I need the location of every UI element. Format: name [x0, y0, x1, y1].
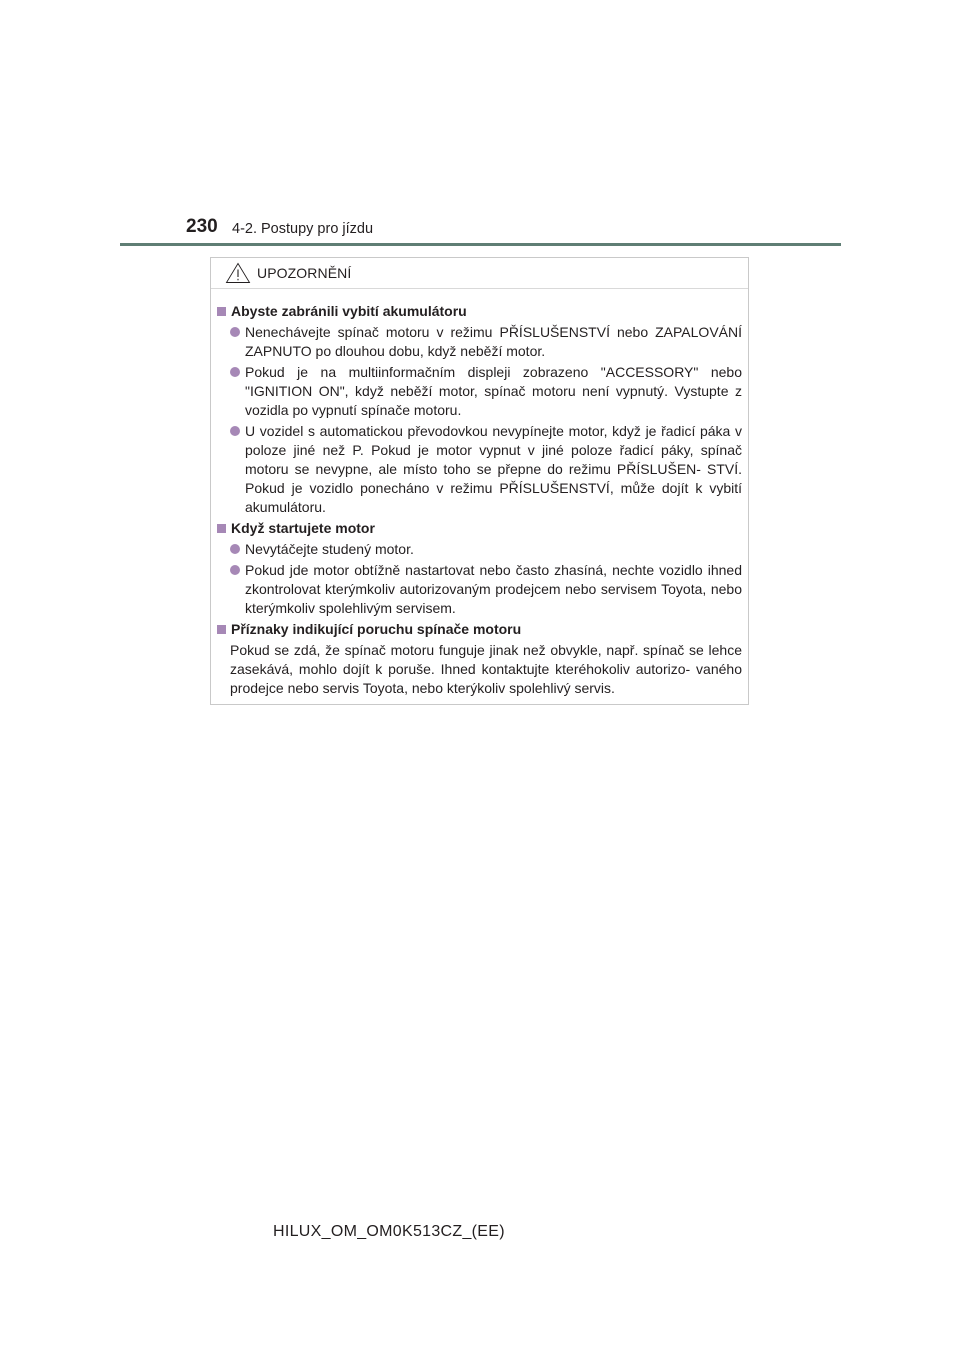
- section-heading-text: Příznaky indikující poruchu spínače motoru: [231, 621, 522, 637]
- warning-label: UPOZORNĚNÍ: [257, 265, 352, 281]
- dot-bullet-icon: [230, 426, 240, 436]
- square-bullet-icon: [217, 524, 226, 533]
- square-bullet-icon: [217, 307, 226, 316]
- page-number: 230: [186, 216, 218, 237]
- list-item: [217, 561, 742, 618]
- list-item-text: Pokud jde motor obtížně nastartovat nebo často zhasíná, nechte vozidlo ihned zkontrolovat kterýmkoliv autorizovaným prodejcem nebo servisem Toyota, nebo kterýmkoliv spolehlivým servisem.: [245, 562, 742, 616]
- section-heading-text: Abyste zabránili vybití akumulátoru: [231, 303, 467, 319]
- list-item: [217, 540, 742, 559]
- dot-bullet-icon: [230, 367, 240, 377]
- document-code: HILUX_OM_OM0K513CZ_(EE): [273, 1223, 505, 1240]
- list-item: [217, 323, 742, 361]
- list-item: [217, 363, 742, 420]
- section-heading: [217, 620, 742, 639]
- list-item: [217, 422, 742, 517]
- warning-box: [210, 257, 749, 705]
- list-item-text: Nenechávejte spínač motoru v režimu PŘÍSLUŠENSTVÍ nebo ZAPALOVÁNÍ ZAPNUTO po dlouhou dobu, když neběží motor.: [245, 324, 742, 359]
- warning-triangle-icon: [225, 262, 251, 284]
- list-item-text: Pokud je na multiinformačním displeji zobrazeno "ACCESSORY" nebo "IGNITION ON", když neběží motor, spínač motoru není vypnutý. Vystupte z vozidla po vypnutí spínače motoru.: [245, 364, 742, 418]
- section-title: 4-2. Postupy pro jízdu: [232, 221, 374, 237]
- header-rule: [120, 243, 841, 246]
- dot-bullet-icon: [230, 544, 240, 554]
- list-item-text: Nevytáčejte studený motor.: [245, 541, 414, 557]
- dot-bullet-icon: [230, 327, 240, 337]
- section-heading: [217, 302, 742, 321]
- section-heading-text: Když startujete motor: [231, 520, 375, 536]
- warning-header: [211, 258, 748, 289]
- list-item-text: U vozidel s automatickou převodovkou nevypínejte motor, když je řadicí páka v poloze jiné než P. Pokud je motor vypnut v jiné poloze řadicí páky, spínač motoru se nevypne, ale místo toho se přepne do režimu PŘÍSLUŠEN- STVÍ. Pokud je vozidlo ponecháno v režimu PŘÍSLUŠENSTVÍ, může dojít k vybití akumulátoru.: [245, 423, 742, 515]
- warning-content: [211, 289, 748, 698]
- dot-bullet-icon: [230, 565, 240, 575]
- square-bullet-icon: [217, 625, 226, 634]
- section-heading: [217, 519, 742, 538]
- section-paragraph: Pokud se zdá, že spínač motoru funguje jinak než obvykle, např. spínač se lehce zasekává, mohlo dojít k poruše. Ihned kontaktujte kteréhokoliv autorizo- vaného prodejce nebo servis Toyota, nebo kterýkoliv spolehlivý servis.: [230, 642, 742, 696]
